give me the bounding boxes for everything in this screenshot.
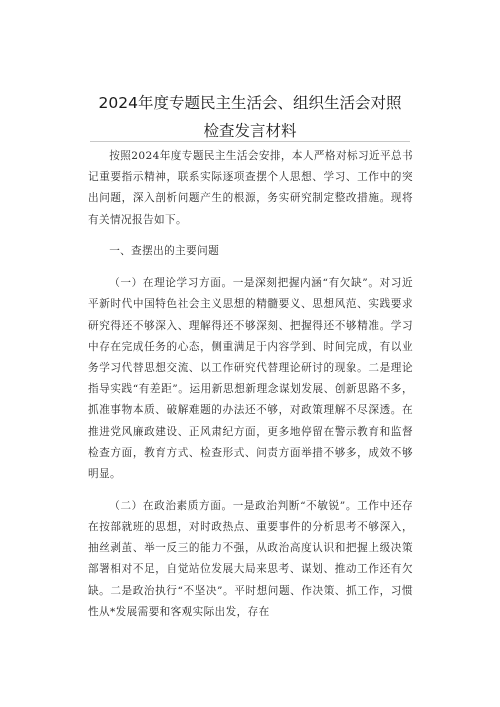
paragraph-theory-study: （一）在理论学习方面。一是深刻把握内涵“有欠缺”。对习近平新时代中国特色社会主义思想的精髓要义、思想风范、实践要求研究得还不够深入、理解得还不够深刻、把握得还不够精准。学习中存在完成任务的心态，侧重满足于内容学到、时间完成，有以业务学习代替思想交流、以工作研究代替理论研讨的现象。二是理论指导实践“有差距”。运用新思想新理念谋划发展、创新思路不多，抓准事物本质、破解难题的办法还不够，对政策理解不尽深透。在推进党风廉政建设、正风肃纪方面，更多地停留在警示教育和监督检查方面，教育方式、检查形式、问责方面举措不够多，成效不够明显。 [88,277,413,481]
document-title-line-1: 2024年度专题民主生活会、组织生活会对照 [98,94,402,112]
document-title-line-2: 检查发言材料 [203,122,297,140]
paragraph-political-quality: （二）在政治素质方面。一是政治判断“不敏锐”。工作中还存在按部就班的思想，对时政热点、重要事件的分析思考不够深入，抽丝剥茧、举一反三的能力不强，从政治高度认识和把握上级决策部署相对不足，自觉站位发展大局来思考、谋划、推动工作还有欠缺。二是政治执行“不坚决”。平时想问题、作决策、抓工作，习惯性从*发展需要和客观实际出发，存在 [88,499,413,618]
document-body [88,146,413,623]
title-divider [90,141,410,142]
section-heading-problems: 一、查摆出的主要问题 [109,245,220,258]
intro-paragraph: 按照2024年度专题民主生活会安排，本人严格对标习近平总书记重要指示精神，联系实际逐项查摆个人思想、学习、工作中的突出问题，深入剖析问题产生的根源，务实研究制定整改措施。现将有关情况报告如下。 [88,150,413,226]
